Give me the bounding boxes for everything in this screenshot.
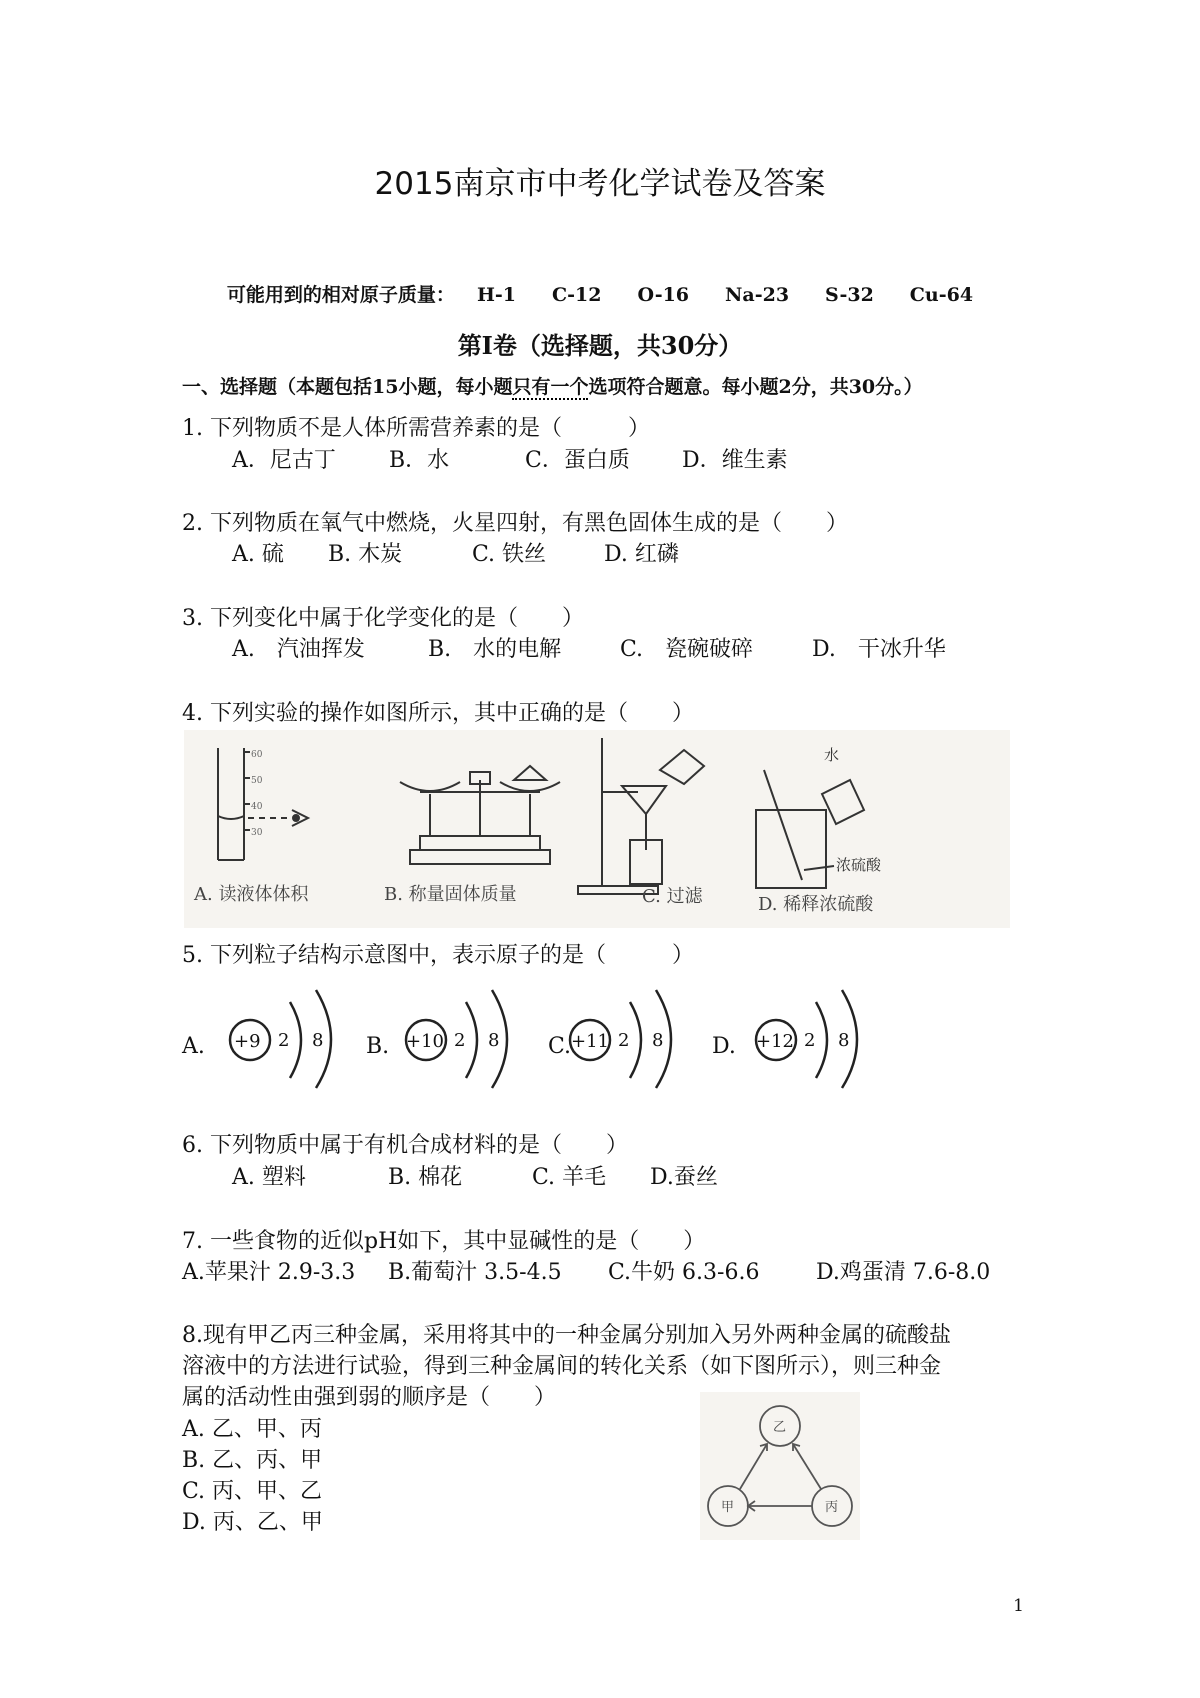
option-c: C. <box>548 1034 572 1059</box>
atomic-mass-item: S-32 <box>825 284 874 306</box>
option-d: D. 红磷 <box>604 542 679 567</box>
option-c: C．蛋白质 <box>525 448 630 473</box>
figure-caption-c: C. 过滤 <box>642 886 703 907</box>
option-d: D. <box>712 1034 736 1059</box>
tick-label: 40 <box>251 802 263 812</box>
question-8-stem-line: 溶液中的方法进行试验，得到三种金属间的转化关系（如下图所示），则三种金 <box>182 1354 942 1379</box>
question-5-stem: 5. 下列粒子结构示意图中，表示原子的是（ ） <box>182 943 694 968</box>
question-6-stem: 6. 下列物质中属于有机合成材料的是（ ） <box>182 1133 628 1158</box>
particle-diagrams <box>220 980 880 1090</box>
question-2-options <box>232 537 679 568</box>
option-a: A. 硫 <box>232 542 284 567</box>
figure-caption-d: D. 稀释浓硫酸 <box>758 894 874 915</box>
option-c: C. 瓷碗破碎 <box>620 637 754 662</box>
figure-caption-b: B. 称量固体质量 <box>384 884 517 905</box>
option-a: A. 乙、甲、丙 <box>182 1417 322 1442</box>
part-heading-b: 选项符合题意。每小题2分，共30分。） <box>588 376 923 398</box>
question-4-stem: 4. 下列实验的操作如图所示，其中正确的是（ ） <box>182 701 694 726</box>
atomic-mass-item: O-16 <box>637 284 690 306</box>
option-b: B. 棉花 <box>388 1165 463 1190</box>
atomic-mass-item: H-1 <box>476 284 516 306</box>
shell-2-electrons: 8 <box>312 1030 324 1051</box>
tick-label: 60 <box>251 750 263 760</box>
part-heading-a: 一、选择题（本题包括15小题，每小题 <box>182 376 513 398</box>
atomic-mass-item: C-12 <box>552 284 602 306</box>
node-yi: 乙 <box>773 1420 787 1435</box>
question-6-options <box>232 1160 718 1191</box>
page-title: 2015南京市中考化学试卷及答案 <box>374 166 826 202</box>
nucleus-label: +11 <box>571 1031 609 1052</box>
option-b: B．水 <box>389 448 450 473</box>
atomic-masses-label: 可能用到的相对原子质量： <box>226 284 455 306</box>
tick-label: 30 <box>251 828 263 838</box>
option-c: C. 丙、甲、乙 <box>182 1479 323 1504</box>
question-1-stem: 1. 下列物质不是人体所需营养素的是（ ） <box>182 416 650 441</box>
lab-operations-figure <box>184 730 1010 928</box>
question-7-options <box>182 1255 990 1286</box>
option-d: D. 丙、乙、甲 <box>182 1510 323 1535</box>
option-a: A. 塑料 <box>232 1165 306 1190</box>
option-b: B.葡萄汁 3.5-4.5 <box>388 1260 562 1285</box>
node-jia: 甲 <box>721 1500 735 1515</box>
shell-1-electrons: 2 <box>804 1030 816 1051</box>
question-2-stem: 2. 下列物质在氧气中燃烧，火星四射，有黑色固体生成的是（ ） <box>182 511 848 536</box>
node-bing: 丙 <box>825 1500 839 1515</box>
question-3-options <box>232 632 946 663</box>
option-c: C. 羊毛 <box>532 1165 607 1190</box>
section-heading: 第Ⅰ卷（选择题，共30分） <box>457 331 743 360</box>
option-b: B. 水的电解 <box>428 637 562 662</box>
tick-label: 50 <box>251 776 263 786</box>
question-3-stem: 3. 下列变化中属于化学变化的是（ ） <box>182 606 584 631</box>
atomic-mass-item: Cu-64 <box>909 284 974 306</box>
option-a: A. 汽油挥发 <box>232 637 365 662</box>
part-heading-emphasis: 只有一个 <box>512 376 589 398</box>
option-b: B. <box>366 1034 390 1059</box>
metal-conversion-diagram <box>700 1392 860 1540</box>
option-b: B. 木炭 <box>328 542 403 567</box>
nucleus-label: +10 <box>406 1031 444 1052</box>
question-1-options <box>232 443 788 474</box>
option-c: C. 铁丝 <box>472 542 547 567</box>
shell-1-electrons: 2 <box>278 1030 290 1051</box>
option-d: D．维生素 <box>682 448 788 473</box>
option-d: D.蚕丝 <box>650 1165 718 1190</box>
shell-1-electrons: 2 <box>618 1030 630 1051</box>
nucleus-label: +12 <box>756 1031 794 1052</box>
lab-operations-drawing <box>184 730 1010 928</box>
question-8-stem-line: 8.现有甲乙丙三种金属，采用将其中的一种金属分别加入另外两种金属的硫酸盐 <box>182 1323 951 1348</box>
part-heading <box>182 372 923 399</box>
figure-caption-a: A. 读液体体积 <box>194 884 309 905</box>
label-water: 水 <box>824 746 840 764</box>
shell-2-electrons: 8 <box>488 1030 500 1051</box>
option-d: D.鸡蛋清 7.6-8.0 <box>816 1260 991 1285</box>
shell-2-electrons: 8 <box>652 1030 664 1051</box>
question-8-stem-line: 属的活动性由强到弱的顺序是（ ） <box>182 1385 557 1410</box>
shell-1-electrons: 2 <box>454 1030 466 1051</box>
page-number: 1 <box>1013 1596 1024 1616</box>
label-concentrated-acid: 浓硫酸 <box>836 856 882 874</box>
option-a: A.苹果汁 2.9-3.3 <box>182 1260 356 1285</box>
shell-2-electrons: 8 <box>838 1030 850 1051</box>
atomic-masses-line <box>0 280 1200 307</box>
option-a: A．尼古丁 <box>232 448 336 473</box>
option-c: C.牛奶 6.3-6.6 <box>608 1260 760 1285</box>
question-7-stem: 7. 一些食物的近似pH如下，其中显碱性的是（ ） <box>182 1229 706 1254</box>
option-a: A. <box>182 1034 205 1059</box>
atomic-mass-item: Na-23 <box>725 284 790 306</box>
option-d: D. 干冰升华 <box>812 637 946 662</box>
option-b: B. 乙、丙、甲 <box>182 1448 323 1473</box>
nucleus-label: +9 <box>234 1031 261 1052</box>
